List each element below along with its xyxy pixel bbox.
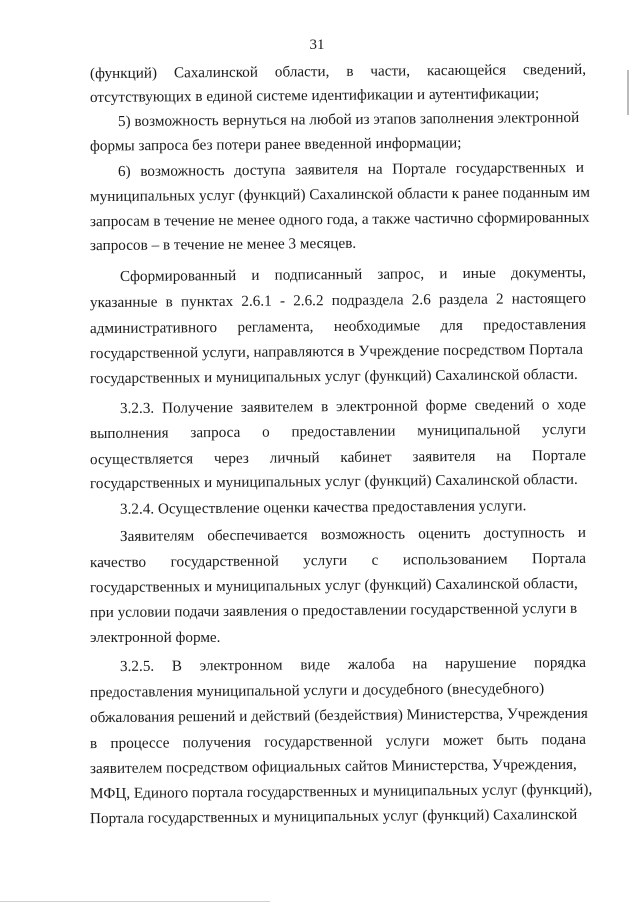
text-line: запросам в течение не менее одного года, а также частично сформированных xyxy=(89,208,590,231)
text-line: электронной форме. xyxy=(90,629,221,646)
text-line: 6) возможность доступа заявителя на Портале государственных и xyxy=(117,158,585,181)
text-line: государственных и муниципальных услуг (функций) Сахалинской области, xyxy=(89,574,578,597)
text-line: государственных и муниципальных услуг (функций) Сахалинской области. xyxy=(89,365,578,388)
text-line: формы запроса без потери ранее введенной информации; xyxy=(89,134,462,155)
text-line: 3.2.5. В электронном виде жалоба на нарушение порядка xyxy=(119,653,587,676)
text-line: Портала государственных и муниципальных услуг (функций) Сахалинской xyxy=(89,805,578,828)
scan-edge-mark xyxy=(627,70,629,115)
text-line: запросов – в течение не менее 3 месяцев. xyxy=(89,234,357,255)
text-line: муниципальных услуг (функций) Сахалинской области к ранее поданным им xyxy=(89,183,591,206)
text-line: МФЦ, Единого портала государственных и муниципальных услуг (функций), xyxy=(89,780,593,803)
text-line: (функций) Сахалинской области, в части, касающейся сведений, xyxy=(89,60,587,83)
text-line: выполнения запроса о предоставлении муниципальной услуги xyxy=(89,420,587,443)
text-line: осуществляется через личный кабинет заявителя на Портале xyxy=(89,446,587,469)
text-line: Заявителям обеспечивается возможность оценить доступность и xyxy=(119,523,587,546)
text-line: государственной услуги, направляются в Учреждение посредством Портала xyxy=(89,340,583,363)
text-line: обжалования решений и действий (бездействия) Министерства, Учреждения xyxy=(89,704,588,727)
text-line: качество государственной услуги с использованием Портала xyxy=(89,549,587,572)
text-line: отсутствующих в единой системе идентификации и аутентификации; xyxy=(89,85,540,106)
text-line: государственных и муниципальных услуг (функций) Сахалинской области. xyxy=(89,470,578,493)
text-line: указанные в пунктах 2.6.1 - 2.6.2 подраздела 2.6 раздела 2 настоящего xyxy=(89,289,587,312)
text-line: 5) возможность вернуться на любой из этапов заполнения электронной xyxy=(117,108,580,131)
text-line: 3.2.4. Осуществление оценки качества предоставления услуги. xyxy=(119,497,527,518)
text-line: заявителем посредством официальных сайтов Министерства, Учреждения, xyxy=(89,755,577,778)
text-line: при условии подачи заявления о предоставлении государственной услуги в xyxy=(89,599,578,622)
text-line: административного регламента, необходимые для предоставления xyxy=(89,315,587,338)
text-line: Сформированный и подписанный запрос, и иные документы, xyxy=(119,263,587,286)
page-number: 31 xyxy=(309,37,325,53)
text-line: 3.2.3. Получение заявителем в электронной форме сведений о ходе xyxy=(119,395,587,418)
text-line: предоставления муниципальной услуги и досудебного (внесудебного) xyxy=(89,680,545,701)
scan-bottom-line xyxy=(0,901,270,902)
text-line: в процессе получения государственной услуги может быть подана xyxy=(89,730,587,753)
